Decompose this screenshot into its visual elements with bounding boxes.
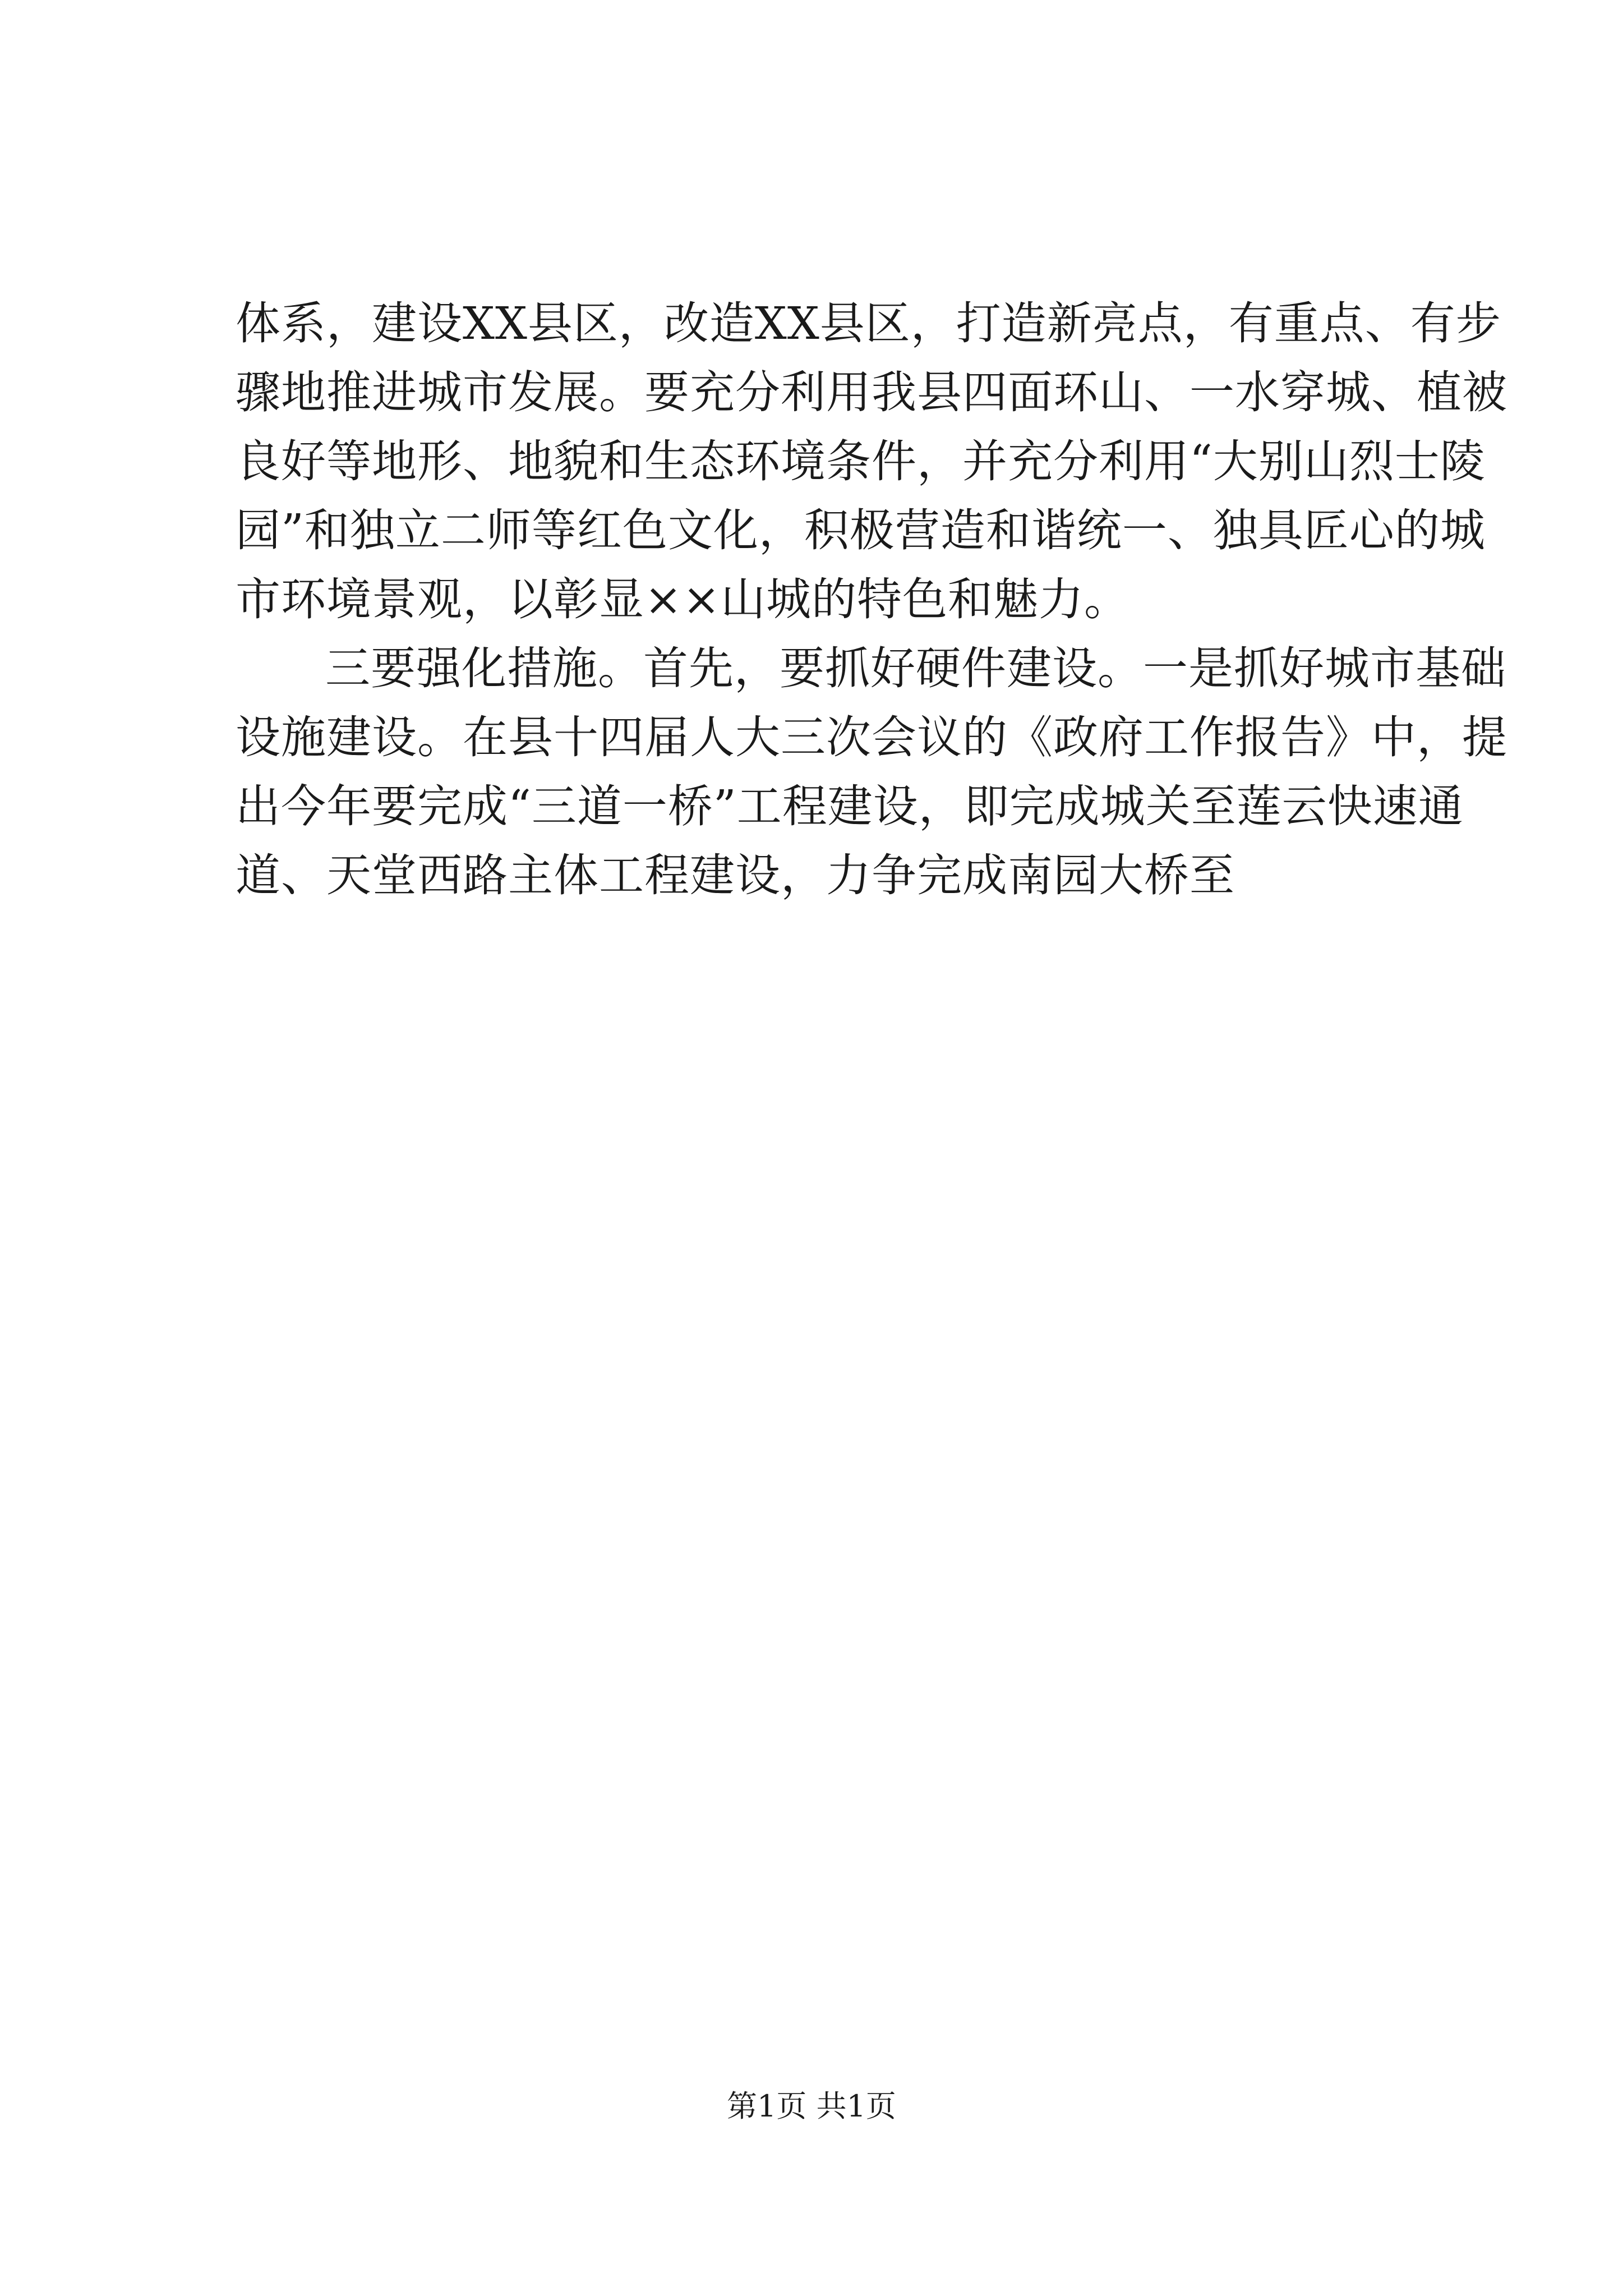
text-line: 体系，建设XX县区，改造XX县区，打造新亮点，有重点、有步	[236, 297, 1501, 349]
text-line: 良好等地形、地貌和生态环境条件，并充分利用“大别山烈士陵	[236, 435, 1486, 487]
text-line: 骤地推进城市发展。要充分利用我县四面环山、一水穿城、植被	[236, 366, 1507, 418]
text-line: 三要强化措施。首先，要抓好硬件建设。一是抓好城市基础	[325, 642, 1506, 694]
text-line: 设施建设。在县十四届人大三次会议的《政府工作报告》中，提	[236, 711, 1507, 763]
document-body	[236, 289, 1507, 910]
text-line: 园”和独立二师等红色文化，积极营造和谐统一、独具匠心的城	[236, 504, 1486, 556]
page-footer: 第1页 共1页	[727, 2088, 896, 2124]
text-line: 出今年要完成“三道一桥”工程建设，即完成城关至莲云快速通	[236, 780, 1464, 832]
text-line: 市环境景观，以彰显××山城的特色和魅力。	[236, 573, 1130, 625]
text-line: 道、天堂西路主体工程建设，力争完成南园大桥至	[236, 849, 1235, 901]
